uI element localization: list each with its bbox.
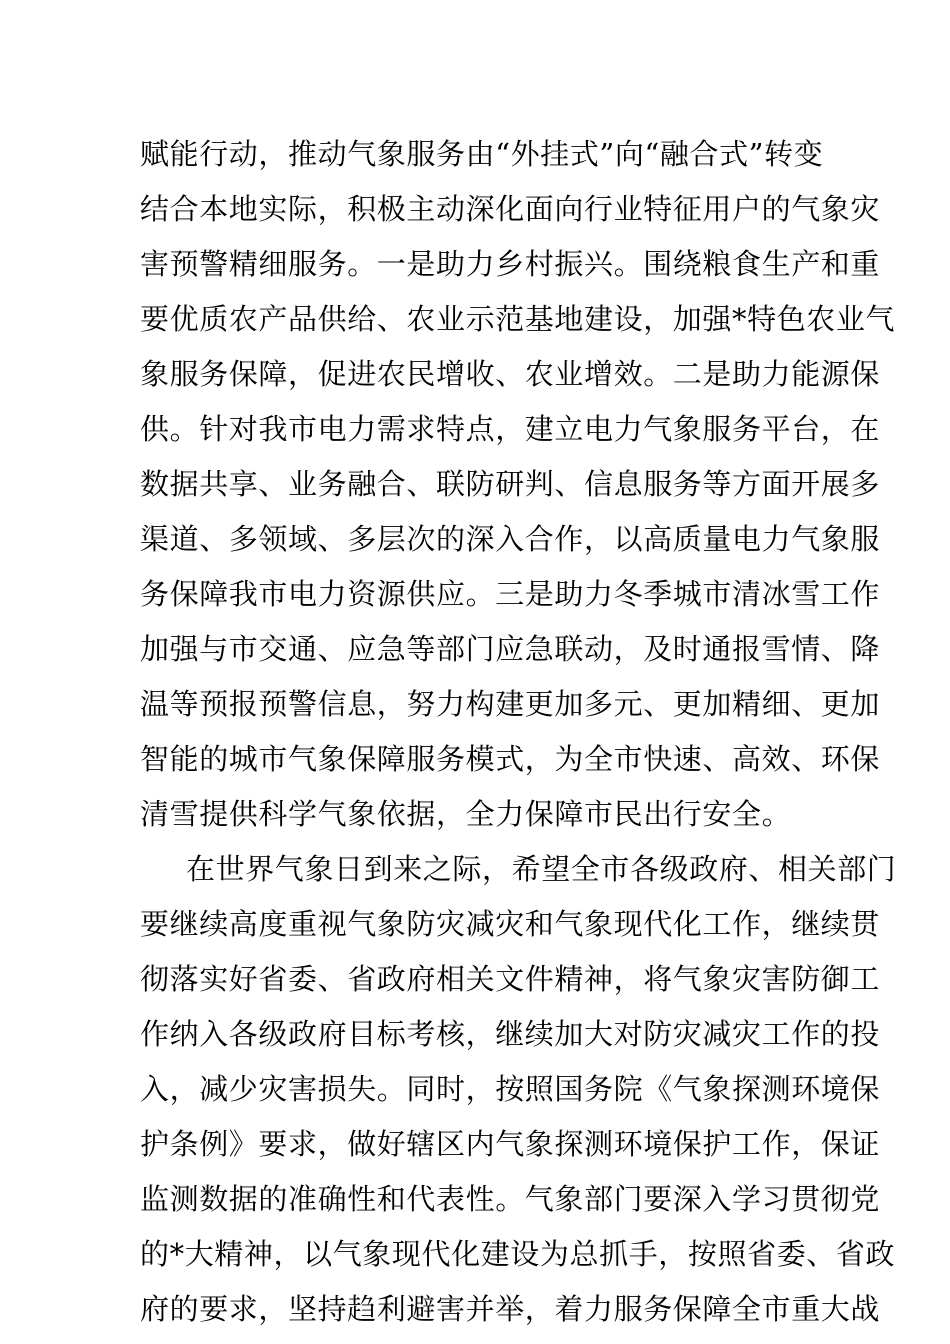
text-line: 务保障我市电力资源供应。三是助力冬季城市清冰雪工作 — [140, 577, 881, 611]
text-line: 害预警精细服务。一是助力乡村振兴。围绕粮食生产和重 — [140, 247, 881, 281]
text-line: 赋能行动，推动气象服务由“外挂式”向“融合式”转变 — [140, 137, 824, 171]
body-text — [140, 127, 897, 1337]
text-line: 供。针对我市电力需求特点，建立电力气象服务平台，在 — [140, 412, 881, 446]
text-line: 监测数据的准确性和代表性。气象部门要深入学习贯彻党 — [140, 1182, 881, 1216]
text-line: 入，减少灾害损失。同时，按照国务院《气象探测环境保 — [140, 1072, 881, 1106]
text-line: 结合本地实际，积极主动深化面向行业特征用户的气象灾 — [140, 192, 881, 226]
text-line: 清雪提供科学气象依据，全力保障市民出行安全。 — [140, 797, 792, 831]
text-line: 要优质农产品供给、农业示范基地建设，加强*特色农业气 — [140, 302, 896, 336]
text-line: 彻落实好省委、省政府相关文件精神，将气象灾害防御工 — [140, 962, 881, 996]
text-line: 府的要求，坚持趋利避害并举，着力服务保障全市重大战 — [140, 1292, 881, 1326]
text-line: 加强与市交通、应急等部门应急联动，及时通报雪情、降 — [140, 632, 881, 666]
text-line: 温等预报预警信息，努力构建更加多元、更加精细、更加 — [140, 687, 881, 721]
paragraph-start-line: 在世界气象日到来之际，希望全市各级政府、相关部门 — [186, 852, 897, 886]
text-line: 护条例》要求，做好辖区内气象探测环境保护工作，保证 — [140, 1127, 881, 1161]
text-line: 智能的城市气象保障服务模式，为全市快速、高效、环保 — [140, 742, 881, 776]
text-line: 数据共享、业务融合、联防研判、信息服务等方面开展多 — [140, 467, 881, 501]
text-line: 作纳入各级政府目标考核，继续加大对防灾减灾工作的投 — [140, 1017, 881, 1051]
text-line: 象服务保障，促进农民增收、农业增效。二是助力能源保 — [140, 357, 881, 391]
text-line: 要继续高度重视气象防灾减灾和气象现代化工作，继续贯 — [140, 907, 881, 941]
text-line: 渠道、多领域、多层次的深入合作，以高质量电力气象服 — [140, 522, 881, 556]
text-line: 的*大精神，以气象现代化建设为总抓手，按照省委、省政 — [140, 1237, 896, 1271]
